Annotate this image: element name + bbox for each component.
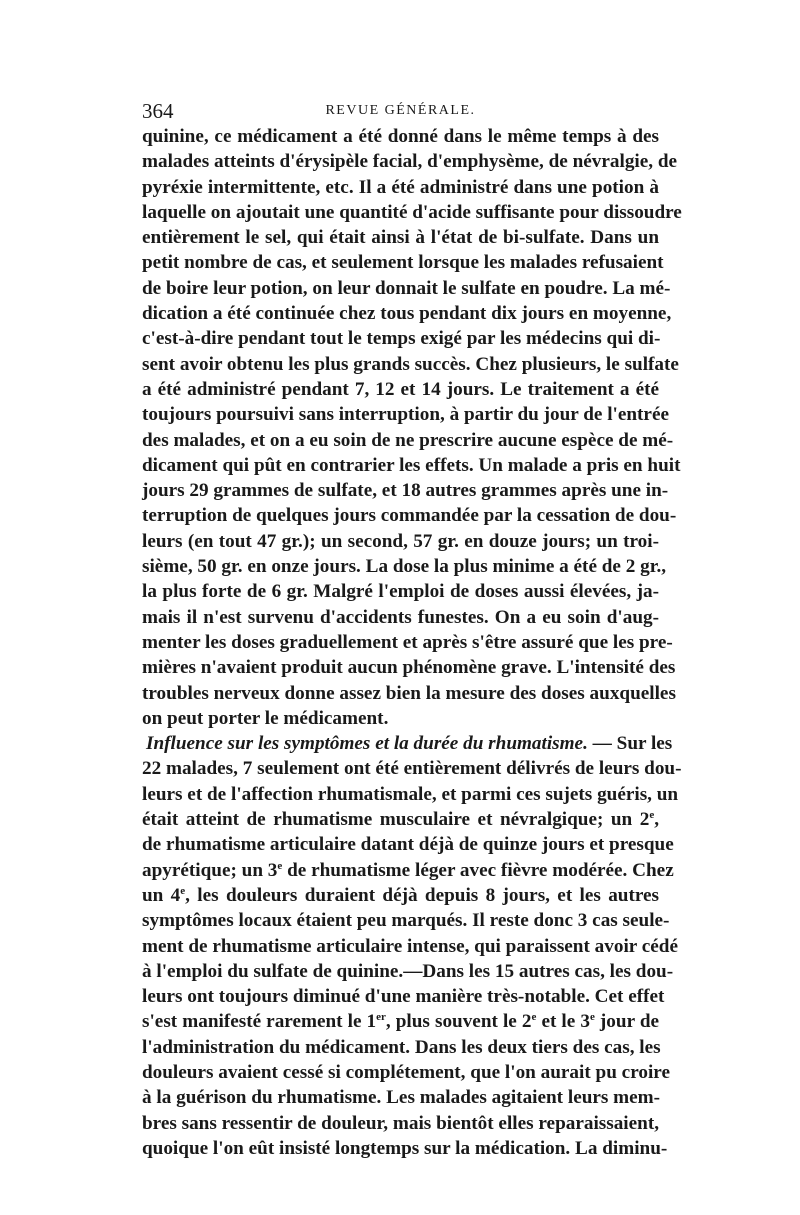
text-line: a été administré pendant 7, 12 et 14 jours. Le traitement a été bbox=[142, 378, 659, 400]
text-segment: s'est manifesté rarement le 1 bbox=[142, 1011, 377, 1033]
superscript: e bbox=[531, 1011, 537, 1024]
text-line: quoique l'on eût insisté longtemps sur la médication. La diminu- bbox=[142, 1137, 668, 1159]
superscript: e bbox=[589, 1011, 595, 1024]
text-segment: de rhumatisme léger avec fièvre modérée. Chez bbox=[282, 859, 674, 881]
text-line: terruption de quelques jours commandée par la cessation de dou- bbox=[142, 505, 677, 527]
text-line: sent avoir obtenu les plus grands succès. Chez plusieurs, le sulfate bbox=[142, 353, 679, 375]
paragraph-treatment bbox=[142, 124, 682, 731]
superscript: e bbox=[180, 884, 186, 897]
text-segment: , plus souvent le 2 bbox=[385, 1011, 532, 1033]
text-line: on peut porter le médicament. bbox=[142, 707, 389, 729]
text-line bbox=[142, 807, 659, 832]
text-line: entièrement le sel, qui était ainsi à l'état de bi-sulfate. Dans un bbox=[142, 227, 659, 249]
text-line: l'administration du médicament. Dans les deux tiers des cas, les bbox=[142, 1036, 661, 1058]
superscript: e bbox=[277, 859, 283, 872]
text-line: mières n'avaient produit aucun phénomène grave. L'intensité des bbox=[142, 657, 676, 679]
text-line: sième, 50 gr. en onze jours. La dose la plus minime a été de 2 gr., bbox=[142, 556, 667, 578]
text-segment: , bbox=[654, 809, 659, 831]
text-line: à la guérison du rhumatisme. Les malades agitaient leurs mem- bbox=[142, 1087, 661, 1109]
text-line: leurs et de l'affection rhumatismale, et parmi ces sujets guéris, un bbox=[142, 783, 679, 805]
text-line: dication a été continuée chez tous pendant dix jours en moyenne, bbox=[142, 303, 672, 325]
text-segment: un 4 bbox=[142, 884, 181, 906]
text-segment: et le 3 bbox=[536, 1011, 590, 1033]
text-segment: , les douleurs duraient déjà depuis 8 jours, et les autres bbox=[185, 884, 660, 906]
text-line: menter les doses graduellement et après s'être assuré que les pre- bbox=[142, 631, 673, 653]
text-line: la plus forte de 6 gr. Malgré l'emploi de doses aussi élevées, ja- bbox=[142, 581, 659, 603]
text-line: laquelle on ajoutait une quantité d'acide suffisante pour dissoudre bbox=[142, 201, 682, 223]
text-line: leurs (en tout 47 gr.); un second, 57 gr. en douze jours; un troi- bbox=[142, 530, 659, 552]
text-line bbox=[142, 883, 659, 908]
text-line: quinine, ce médicament a été donné dans le même temps à des bbox=[142, 126, 659, 147]
superscript: er bbox=[376, 1011, 386, 1024]
text-line: de rhumatisme articulaire datant déjà de quinze jours et presque bbox=[142, 834, 674, 856]
text-line-heading bbox=[142, 731, 673, 756]
text-line bbox=[142, 1009, 659, 1034]
text-line: petit nombre de cas, et seulement lorsque les malades refusaient bbox=[142, 252, 664, 274]
text-line: des malades, et on a eu soin de ne prescrire aucune espèce de mé- bbox=[142, 429, 674, 451]
heading-dash: — Sur les bbox=[587, 733, 673, 755]
text-line: symptômes locaux étaient peu marqués. Il reste donc 3 cas seule- bbox=[142, 910, 670, 932]
running-head bbox=[142, 98, 659, 124]
text-line: à l'emploi du sulfate de quinine.—Dans les 15 autres cas, les dou- bbox=[142, 960, 674, 982]
section-heading: Influence sur les symptômes et la durée du rhumatisme. bbox=[146, 733, 588, 755]
text-line: ment de rhumatisme articulaire intense, qui paraissent avoir cédé bbox=[142, 935, 678, 957]
text-segment: était atteint de rhumatisme musculaire et névralgique; un 2 bbox=[142, 809, 650, 831]
text-line: jours 29 grammes de sulfate, et 18 autres grammes après une in- bbox=[142, 480, 669, 502]
text-line: pyréxie intermittente, etc. Il a été administré dans une potion à bbox=[142, 176, 659, 198]
text-segment: apyrétique; un 3 bbox=[142, 859, 278, 881]
text-line: c'est-à-dire pendant tout le temps exigé par les médecins qui di- bbox=[142, 328, 661, 350]
text-line: douleurs avaient cessé si complétement, que l'on aurait pu croire bbox=[142, 1061, 670, 1083]
text-line: troubles nerveux donne assez bien la mesure des doses auxquelles bbox=[142, 682, 676, 704]
text-line: malades atteints d'érysipèle facial, d'emphysème, de névralgie, de bbox=[142, 151, 678, 173]
text-line: 22 malades, 7 seulement ont été entièrement délivrés de leurs dou- bbox=[142, 758, 682, 780]
page-number: 364 bbox=[142, 99, 174, 123]
text-line: de boire leur potion, on leur donnait le sulfate en poudre. La mé- bbox=[142, 277, 671, 299]
paragraph-influence bbox=[142, 731, 682, 1161]
text-segment: jour de bbox=[594, 1011, 660, 1033]
superscript: e bbox=[649, 809, 655, 822]
text-line bbox=[142, 858, 674, 883]
text-line: leurs ont toujours diminué d'une manière très-notable. Cet effet bbox=[142, 986, 665, 1008]
text-line: toujours poursuivi sans interruption, à partir du jour de l'entrée bbox=[142, 404, 669, 426]
text-line: bres sans ressentir de douleur, mais bientôt elles reparaissaient, bbox=[142, 1112, 660, 1134]
running-title: REVUE GÉNÉRALE. bbox=[325, 103, 476, 118]
document-page bbox=[142, 98, 682, 1161]
text-line: mais il n'est survenu d'accidents funestes. On a eu soin d'aug- bbox=[142, 606, 659, 628]
text-line: dicament qui pût en contrarier les effets. Un malade a pris en huit bbox=[142, 454, 681, 476]
